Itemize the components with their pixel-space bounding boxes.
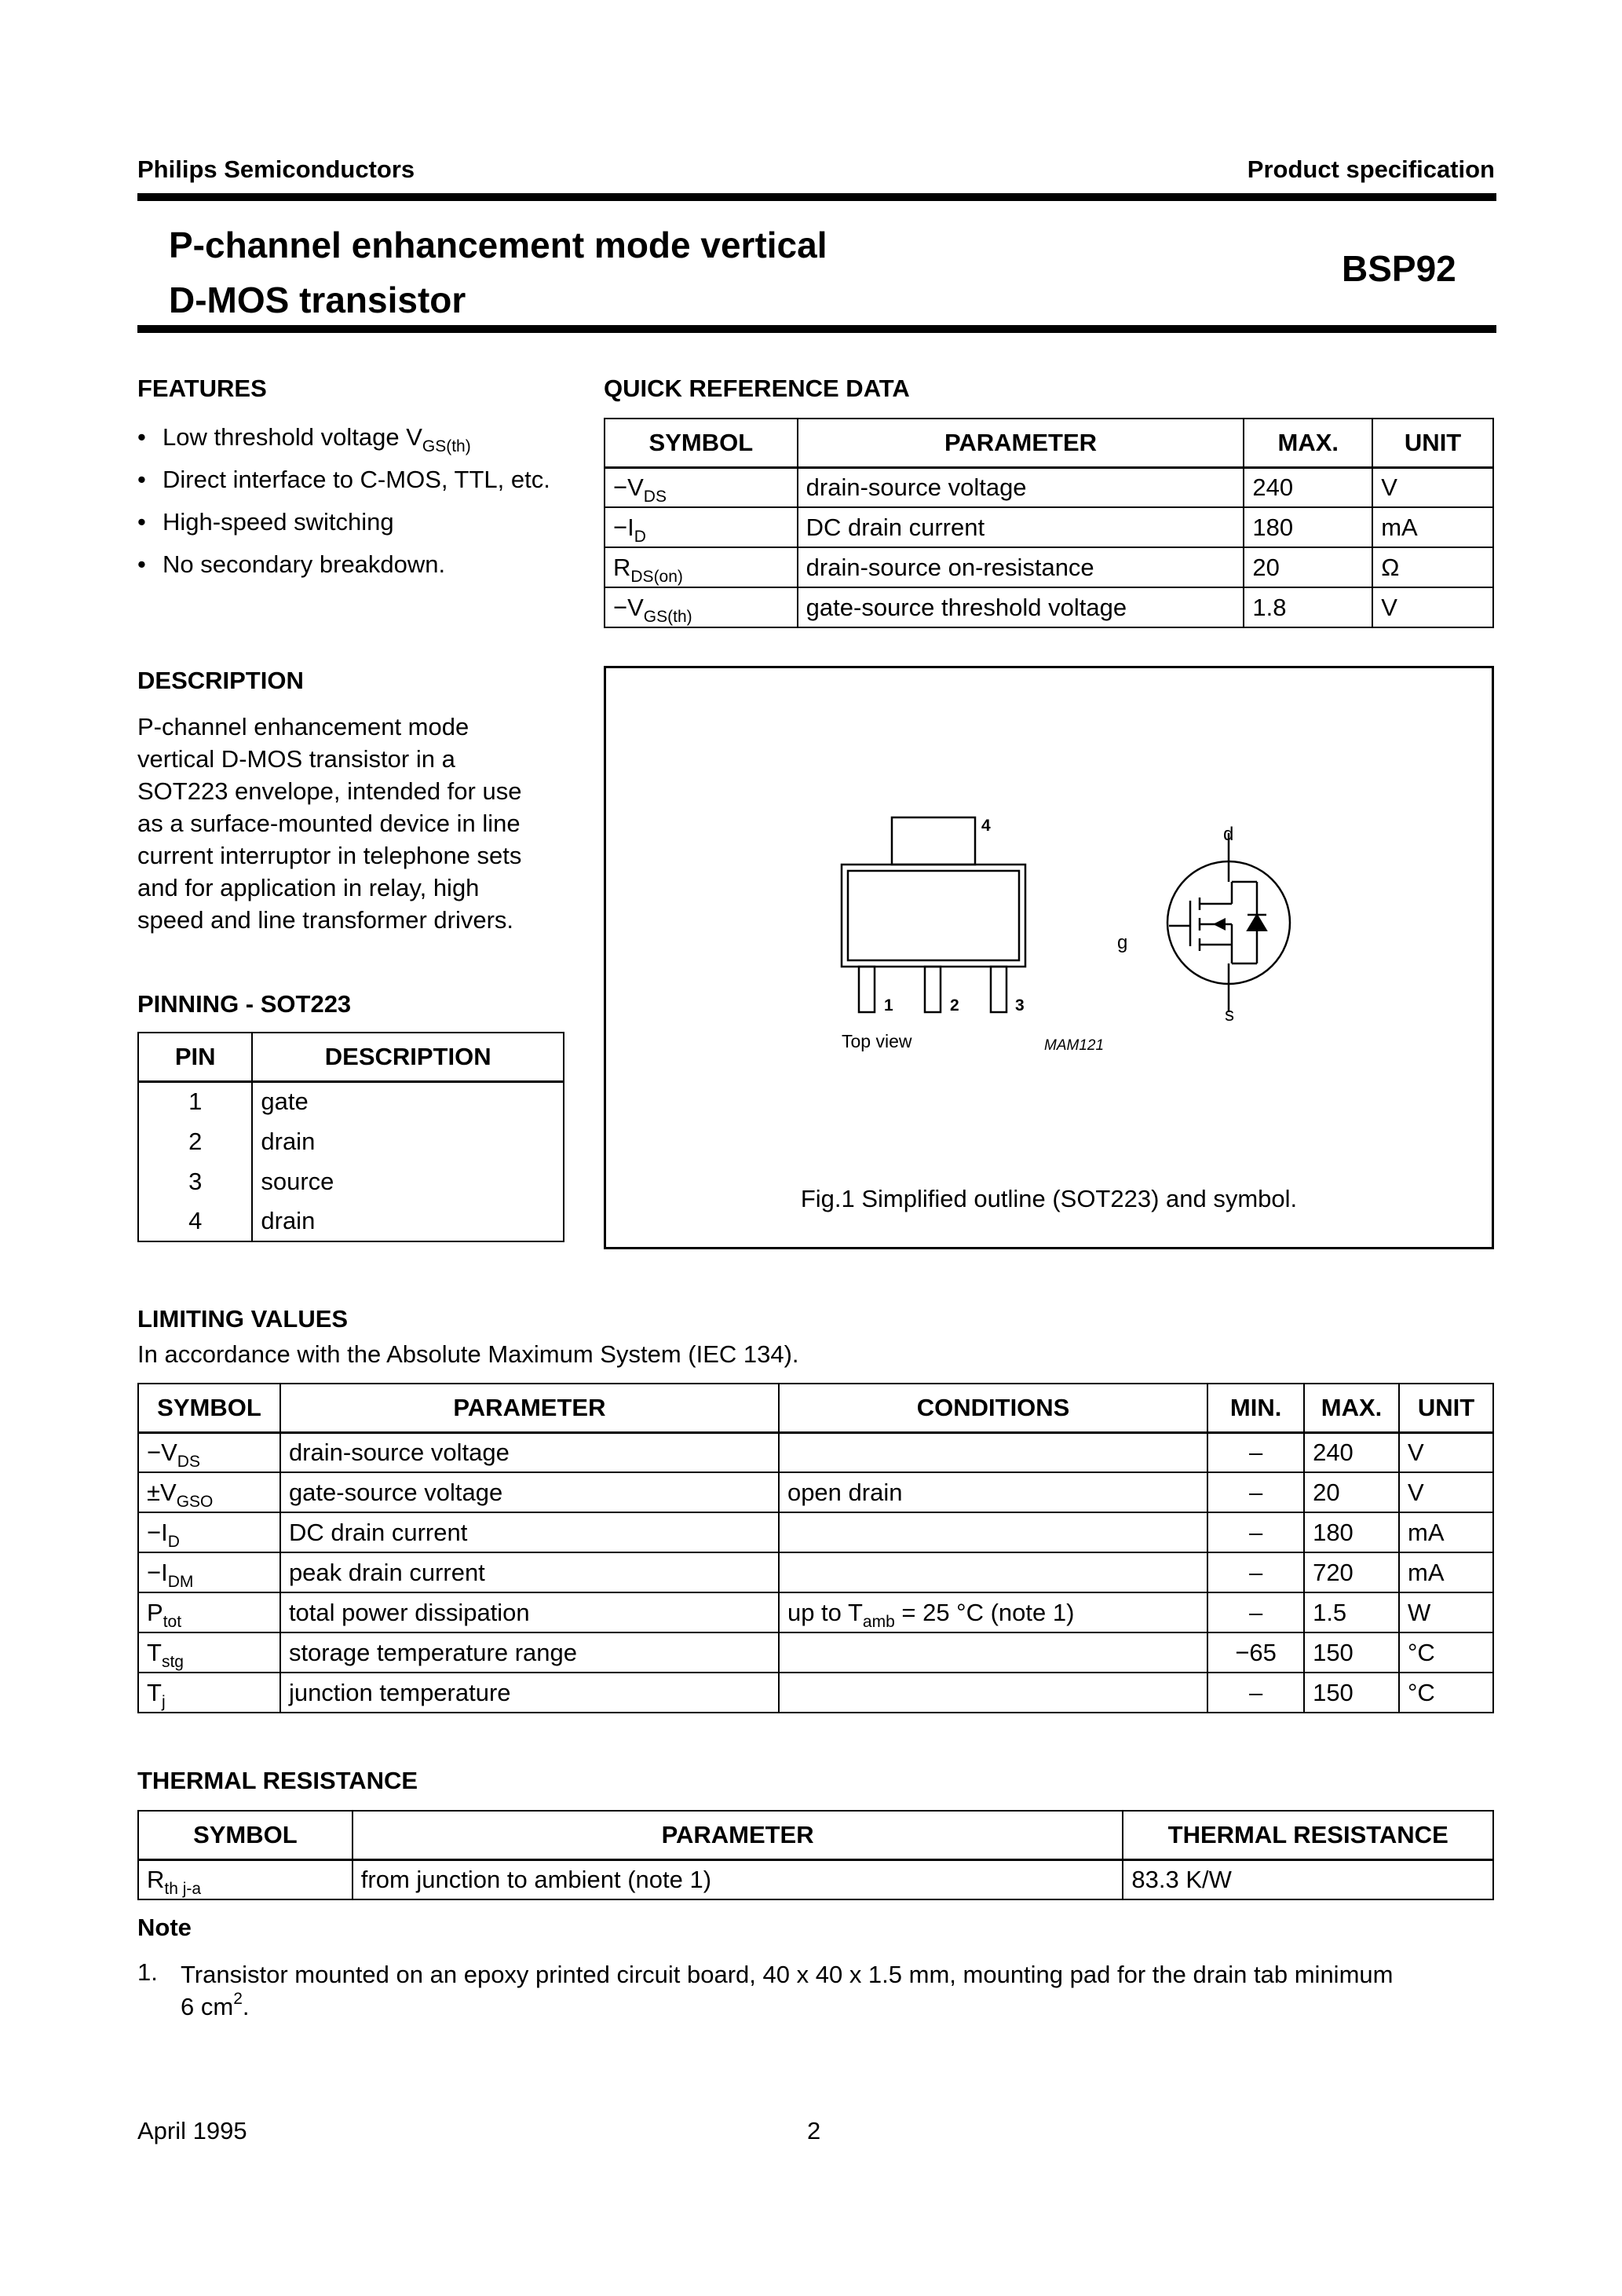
pin-label: 4: [981, 817, 991, 835]
note-text: Transistor mounted on an epoxy printed circuit board, 40 x 40 x 1.5 mm, mounting pad for the drain tab minimum 6 $cm^2$.: [181, 1961, 1394, 2020]
pin-label: 1: [884, 996, 893, 1015]
pinning-heading: PINNING - SOT223: [137, 990, 352, 1018]
limiting-values-subtitle: In accordance with the Absolute Maximum System (IEC 134).: [137, 1340, 799, 1368]
column-header: SYMBOL: [138, 1811, 353, 1859]
note-number: 1.: [137, 1958, 158, 1986]
gate-terminal-label: g: [1117, 932, 1128, 953]
table-row: $R_{th j-a}$ from junction to ambient (note 1) 83.3 K/W: [138, 1859, 1493, 1899]
limiting-values-table: [137, 1383, 1494, 1713]
description-text: P-channel enhancement mode vertical D-MOS transistor in a SOT223 envelope, intended for use as a surface-mounted device in line current interruptor in telephone sets and for application in relay, high speed and line transformer drivers.: [137, 713, 522, 934]
table-row: $T_{stg}$ storage temperature range −65 150 °C: [138, 1632, 1493, 1673]
column-header: MIN.: [1207, 1384, 1304, 1432]
table-row: $-I_D$ DC drain current 180 mA: [605, 507, 1493, 547]
footer-date: April 1995: [137, 2117, 247, 2144]
feature-item: • No secondary breakdown.: [137, 550, 446, 578]
feature-item: • High-speed switching: [137, 508, 394, 536]
feature-item: • Direct interface to C-MOS, TTL, etc.: [137, 466, 550, 493]
table-row: $-V_{DS}$ drain-source voltage 240 V: [605, 467, 1493, 507]
column-header: PARAMETER: [798, 419, 1244, 467]
drawing-code: MAM121: [1044, 1037, 1105, 1054]
page-number: 2: [807, 2117, 821, 2144]
title-rule: [137, 325, 1496, 333]
header-rule: [137, 193, 1496, 201]
sot223-outline-and-symbol-diagram: [606, 668, 1492, 1247]
column-header: SYMBOL: [605, 419, 798, 467]
table-row: $P_{tot}$ total power dissipation up to $T_{amb} = 25$ °C (note 1) – 1.5 W: [138, 1592, 1493, 1632]
table-row: $R_{DS(on)}$ drain-source on-resistance 20 Ω: [605, 547, 1493, 587]
description-heading: DESCRIPTION: [137, 667, 304, 694]
figure-box: [604, 666, 1494, 1249]
features-list: [137, 421, 553, 590]
column-header: DESCRIPTION: [252, 1033, 564, 1081]
title-line-1: P-channel enhancement mode vertical: [169, 225, 827, 265]
table-row: $\pm V_{GSO}$ gate-source voltage open drain – 20 V: [138, 1472, 1493, 1512]
table-row: 1 gate: [138, 1081, 564, 1121]
table-row: 3 source: [138, 1161, 564, 1201]
table-row: $T_j$ junction temperature – 150 °C: [138, 1673, 1493, 1713]
document-type: Product specification: [1247, 155, 1495, 183]
column-header: PIN: [138, 1033, 252, 1081]
quick-ref-table: [604, 418, 1494, 628]
column-header: MAX.: [1244, 419, 1372, 467]
pin-label: 2: [950, 996, 959, 1015]
table-row: 2 drain: [138, 1121, 564, 1161]
thermal-resistance-table: [137, 1810, 1494, 1900]
source-terminal-label: s: [1225, 1004, 1234, 1026]
note-heading: Note: [137, 1914, 192, 1941]
pinning-table: [137, 1032, 564, 1242]
figure-caption: Fig.1 Simplified outline (SOT223) and symbol.: [800, 1185, 1298, 1212]
part-number: BSP92: [1342, 248, 1456, 289]
column-header: UNIT: [1399, 1384, 1493, 1432]
title-line-2: D-MOS transistor: [169, 280, 466, 320]
top-view-label: Top view: [842, 1031, 912, 1051]
table-row: $-I_D$ DC drain current – 180 mA: [138, 1512, 1493, 1552]
pin-label: 3: [1015, 996, 1025, 1015]
features-heading: FEATURES: [137, 375, 267, 402]
column-header: SYMBOL: [138, 1384, 280, 1432]
column-header: UNIT: [1372, 419, 1493, 467]
column-header: PARAMETER: [280, 1384, 779, 1432]
table-row: $-V_{DS}$ drain-source voltage – 240 V: [138, 1432, 1493, 1472]
pin-4-tab: [892, 817, 975, 865]
company-name: Philips Semiconductors: [137, 155, 415, 183]
quick-ref-heading: QUICK REFERENCE DATA: [604, 375, 910, 402]
thermal-resistance-heading: THERMAL RESISTANCE: [137, 1767, 418, 1794]
table-row: $-V_{GS(th)}$ gate-source threshold voltage 1.8 V: [605, 587, 1493, 627]
column-header: MAX.: [1304, 1384, 1399, 1432]
feature-item: • Low threshold voltage $V_{GS(th)}$: [137, 423, 471, 455]
table-row: 4 drain: [138, 1201, 564, 1241]
drain-terminal-label: d: [1223, 824, 1234, 845]
limiting-values-heading: LIMITING VALUES: [137, 1305, 349, 1333]
table-row: $-I_{DM}$ peak drain current – 720 mA: [138, 1552, 1493, 1592]
column-header: PARAMETER: [353, 1811, 1123, 1859]
column-header: THERMAL RESISTANCE: [1123, 1811, 1493, 1859]
package-body: [842, 865, 1025, 967]
column-header: CONDITIONS: [779, 1384, 1207, 1432]
